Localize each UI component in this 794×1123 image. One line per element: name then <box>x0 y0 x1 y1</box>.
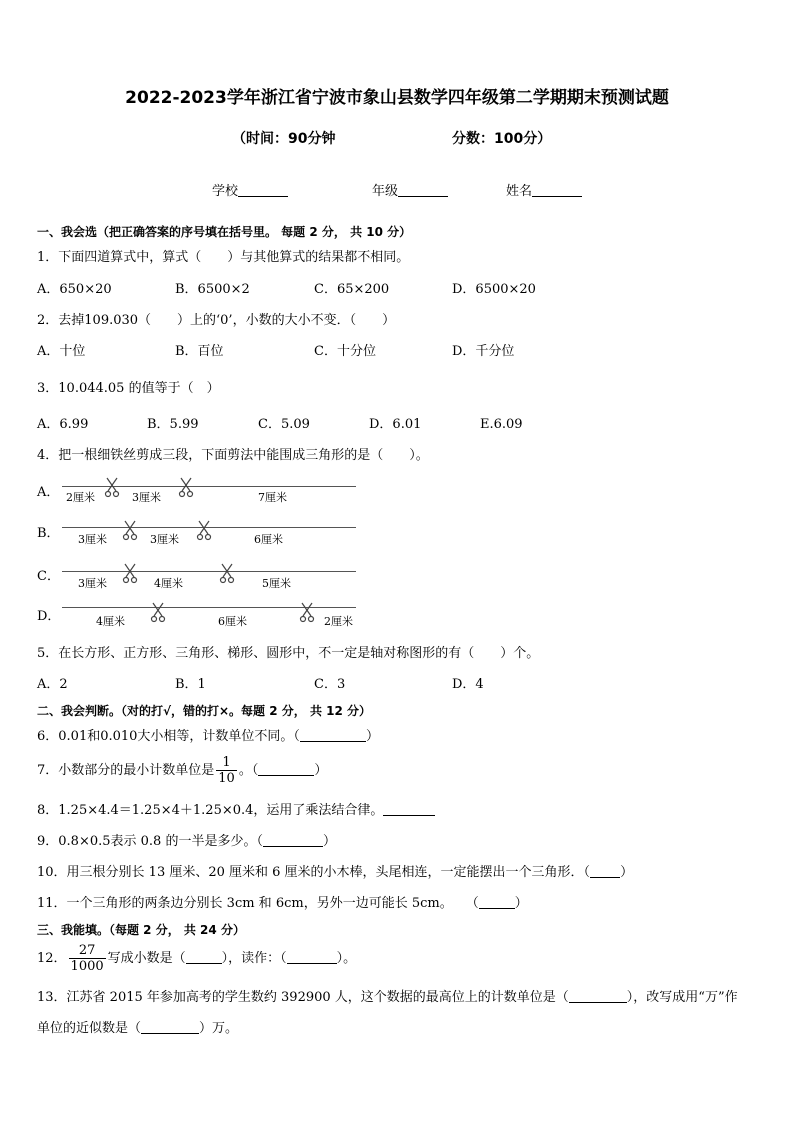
q6-answer-blank[interactable] <box>300 727 366 742</box>
q12-fraction <box>69 943 106 974</box>
q5-option-c: C．3 <box>314 677 346 692</box>
q2-option-d: D．千分位 <box>452 344 515 359</box>
question-13-line-2 <box>37 1019 238 1038</box>
wire-d-seg-3: 2厘米 <box>324 615 353 628</box>
q6-end: ） <box>365 729 379 744</box>
question-9 <box>37 832 336 851</box>
q12-denominator: 1000 <box>70 959 104 974</box>
wire-a-seg-3: 7厘米 <box>258 491 287 504</box>
q11-answer-blank[interactable] <box>479 894 515 909</box>
wire-d-seg-1: 4厘米 <box>96 615 125 628</box>
section-2-heading: 二、我会判断。（对的打√，错的打×。每题 2 分， 共 12 分） <box>37 704 371 718</box>
q1-option-b: B．6500×2 <box>175 282 250 297</box>
q5-option-a: A．2 <box>37 677 68 692</box>
q5-option-d: D．4 <box>452 677 484 692</box>
q4-wire-b <box>62 517 358 547</box>
wire-b-seg-3: 6厘米 <box>254 533 283 546</box>
q9-answer-blank[interactable] <box>263 832 323 847</box>
q13-line1b: ），改写成用“万”作 <box>626 990 738 1005</box>
school-label: 学校 <box>212 184 239 199</box>
wire-a-seg-2: 3厘米 <box>132 491 161 504</box>
q13-line2b: ）万。 <box>199 1021 239 1036</box>
q2-option-a: A．十位 <box>37 344 86 359</box>
q13-line2: 单位的近似数是（ <box>37 1021 142 1036</box>
grade-field <box>372 182 448 201</box>
wire-c-seg-1: 3厘米 <box>78 577 107 590</box>
wire-c-seg-3: 5厘米 <box>262 577 291 590</box>
section-1-heading: 一、我会选（把正确答案的序号填在括号里。 每题 2 分， 共 10 分） <box>37 225 412 239</box>
q9-end: ） <box>322 834 336 849</box>
q1-option-d: D．6500×20 <box>452 282 536 297</box>
q9-text: 9．0.8×0.5表示 0.8 的一半是多少。（ <box>37 834 263 849</box>
score-label: 分数：100分） <box>452 131 552 147</box>
question-3: 3．10.044.05 的值等于（ ） <box>37 381 220 396</box>
question-2: 2．去掉109.030（ ）上的‘0’，小数的大小不变．（ ） <box>37 313 396 328</box>
question-6 <box>37 727 379 746</box>
q3-option-a: A．6.99 <box>37 417 89 432</box>
q11-text: 11．一个三角形的两条边分别长 3cm 和 6cm，另外一边可能长 5cm。 （ <box>37 896 479 911</box>
q3-option-d: D．6.01 <box>369 417 422 432</box>
wire-b-seg-1: 3厘米 <box>78 533 107 546</box>
question-11: 11．一个三角形的两条边分别长 3cm 和 6cm，另外一边可能长 5cm。 （ ） <box>37 896 528 911</box>
name-field <box>506 182 582 201</box>
grade-label: 年级 <box>372 184 399 199</box>
question-8 <box>37 801 435 820</box>
q12-end: ）。 <box>336 951 357 966</box>
q2-option-c: C．十分位 <box>314 344 376 359</box>
q8-answer-blank[interactable] <box>383 801 435 816</box>
section-3-heading: 三、我能填。（每题 2 分， 共 24 分） <box>37 923 245 937</box>
question-4: 4．把一根细铁丝剪成三段，下面剪法中能围成三角形的是（ ）。 <box>37 448 429 463</box>
q6-text: 6．0.01和0.010大小相等，计数单位不同。（ <box>37 729 300 744</box>
scissors-icon <box>122 519 138 541</box>
time-label: （时间：90分钟 <box>232 131 336 147</box>
scissors-icon <box>299 601 315 623</box>
q3-option-c: C．5.09 <box>258 417 310 432</box>
scissors-icon <box>104 476 120 498</box>
name-label: 姓名 <box>506 184 533 199</box>
q1-option-a: A．650×20 <box>37 282 112 297</box>
scissors-icon <box>196 519 212 541</box>
question-13-line-1 <box>37 988 738 1007</box>
scissors-icon <box>150 601 166 623</box>
scissors-icon <box>178 476 194 498</box>
q7-fraction <box>216 755 237 786</box>
question-10 <box>37 863 633 882</box>
wire-c-seg-2: 4厘米 <box>154 577 183 590</box>
q7-end: ） <box>314 763 328 778</box>
q10-end: ） <box>620 865 634 880</box>
q8-text: 8．1.25×4.4＝1.25×4＋1.25×0.4，运用了乘法结合律。 <box>37 803 384 818</box>
q7-post: 。（ <box>238 763 259 778</box>
wire-d-seg-2: 6厘米 <box>218 615 247 628</box>
q13-approx-blank[interactable] <box>141 1019 199 1034</box>
q4-option-b-label: B． <box>37 526 60 541</box>
scissors-icon <box>219 562 235 584</box>
q7-numerator: 1 <box>216 755 237 771</box>
q7-answer-blank[interactable] <box>258 761 314 776</box>
q12-mid: 写成小数是（ <box>107 951 186 966</box>
q4-wire-c <box>62 562 358 592</box>
q3-option-b: B．5.99 <box>147 417 199 432</box>
question-5: 5．在长方形、正方形、三角形、梯形、圆形中，不一定是轴对称图形的有（ ）个。 <box>37 646 540 661</box>
q4-wire-d <box>62 601 358 631</box>
q10-text: 10．用三根分别长 13 厘米、20 厘米和 6 厘米的小木棒，头尾相连，一定能摆出一个三角形．（ <box>37 865 591 880</box>
question-12 <box>37 942 356 976</box>
question-1: 1．下面四道算式中，算式（ ）与其他算式的结果都不相同。 <box>37 250 410 265</box>
scissors-icon <box>122 562 138 584</box>
q3-option-e: E.6.09 <box>480 417 523 432</box>
q12-pre: 12． <box>37 951 67 966</box>
question-7 <box>37 755 327 787</box>
q4-option-c-label: C． <box>37 569 60 584</box>
q4-option-d-label: D． <box>37 609 61 624</box>
q4-option-a-label: A． <box>37 485 60 500</box>
q4-wire-a <box>62 476 358 506</box>
q12-reading-blank[interactable] <box>287 949 337 964</box>
wire-b-seg-2: 3厘米 <box>150 533 179 546</box>
q13-unit-blank[interactable] <box>569 988 627 1003</box>
q7-pre: 7．小数部分的最小计数单位是 <box>37 763 215 778</box>
wire-a-seg-1: 2厘米 <box>66 491 95 504</box>
q12-decimal-blank[interactable] <box>186 949 222 964</box>
q12-numerator: 27 <box>69 943 106 959</box>
q12-mid2: ），读作：（ <box>221 951 287 966</box>
q1-option-c: C．65×200 <box>314 282 390 297</box>
q13-line1: 13．江苏省 2015 年参加高考的学生数约 392900 人，这个数据的最高位上的计数单位是（ <box>37 990 569 1005</box>
q2-option-b: B．百位 <box>175 344 224 359</box>
q7-denominator: 10 <box>218 771 235 786</box>
q10-answer-blank[interactable] <box>590 863 620 878</box>
q5-option-b: B．1 <box>175 677 206 692</box>
school-field <box>212 182 288 201</box>
page-title: 2022-2023学年浙江省宁波市象山县数学四年级第二学期期末预测试题 <box>125 88 669 108</box>
